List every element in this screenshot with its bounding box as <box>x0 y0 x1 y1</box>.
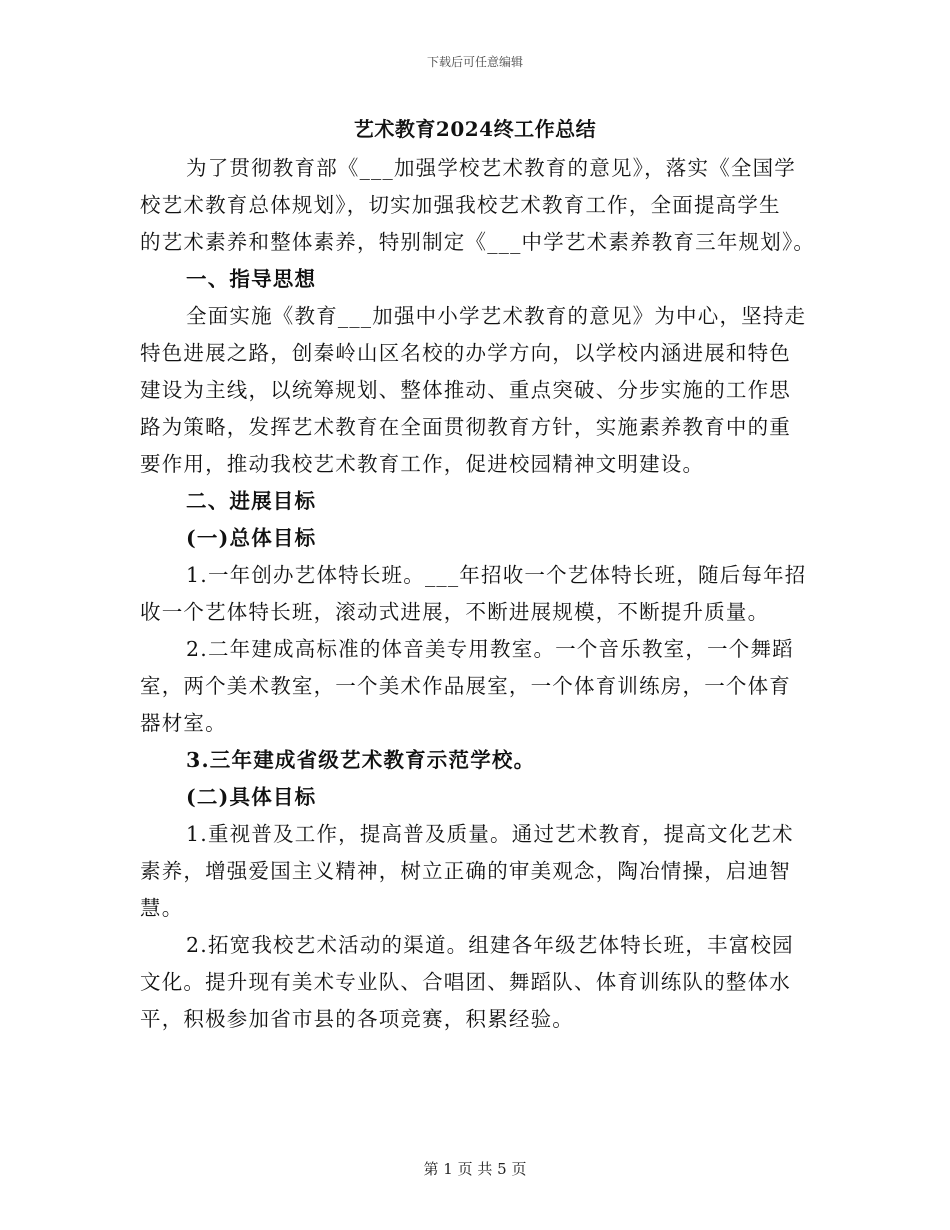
numbered-heading: 3.三年建成省级艺术教育示范学校。 <box>186 748 536 772</box>
paragraph-line: 2.二年建成高标准的体音美专用教室。一个音乐教室，一个舞蹈 <box>186 637 794 661</box>
header-note: 下载后可任意编辑 <box>426 55 523 69</box>
page-number: 第 1 页 共 5 页 <box>423 1160 527 1178</box>
paragraph-line: 特色进展之路，创秦岭山区名校的办学方向，以学校内涵进展和特色 <box>140 341 791 365</box>
section-heading: 一、指导思想 <box>186 267 317 291</box>
paragraph-line: 校艺术教育总体规划》，切实加强我校艺术教育工作，全面提高学生 <box>140 193 781 217</box>
subsection-heading: (一)总体目标 <box>186 526 317 550</box>
section-heading: 二、进展目标 <box>186 489 317 513</box>
paragraph-line: 路为策略，发挥艺术教育在全面贯彻教育方针，实施素养教育中的重 <box>140 415 791 439</box>
paragraph-line: 2.拓宽我校艺术活动的渠道。组建各年级艺体特长班，丰富校园 <box>186 933 794 957</box>
subsection-heading: (二)具体目标 <box>186 785 317 809</box>
paragraph-line: 收一个艺体特长班，滚动式进展，不断进展规模，不断提升质量。 <box>140 600 770 624</box>
document-title: 艺术教育2024终工作总结 <box>353 117 597 141</box>
paragraph-line: 全面实施《教育___加强中小学艺术教育的意见》为中心，坚持走 <box>186 304 807 328</box>
paragraph-line: 器材室。 <box>140 711 227 735</box>
paragraph-line: 的艺术素养和整体素养，特别制定《___中学艺术素养教育三年规划》。 <box>140 230 816 254</box>
paragraph-line: 为了贯彻教育部《___加强学校艺术教育的意见》，落实《全国学 <box>186 156 796 180</box>
paragraph-line: 文化。提升现有美术专业队、合唱团、舞蹈队、体育训练队的整体水 <box>140 970 791 994</box>
paragraph-line: 室，两个美术教室，一个美术作品展室，一个体育训练房，一个体育 <box>140 674 791 698</box>
paragraph-line: 要作用，推动我校艺术教育工作，促进校园精神文明建设。 <box>140 452 705 476</box>
paragraph-line: 慧。 <box>140 896 184 920</box>
paragraph-line: 1.一年创办艺体特长班。___年招收一个艺体特长班，随后每年招 <box>186 563 807 587</box>
paragraph-line: 建设为主线，以统筹规划、整体推动、重点突破、分步实施的工作思 <box>140 378 791 402</box>
document-body <box>140 150 816 1038</box>
paragraph-line: 平，积极参加省市县的各项竞赛，积累经验。 <box>140 1007 574 1031</box>
paragraph-line: 1.重视普及工作，提高普及质量。通过艺术教育，提高文化艺术 <box>186 822 794 846</box>
paragraph-line: 素养，增强爱国主义精神，树立正确的审美观念，陶冶情操，启迪智 <box>140 859 791 883</box>
